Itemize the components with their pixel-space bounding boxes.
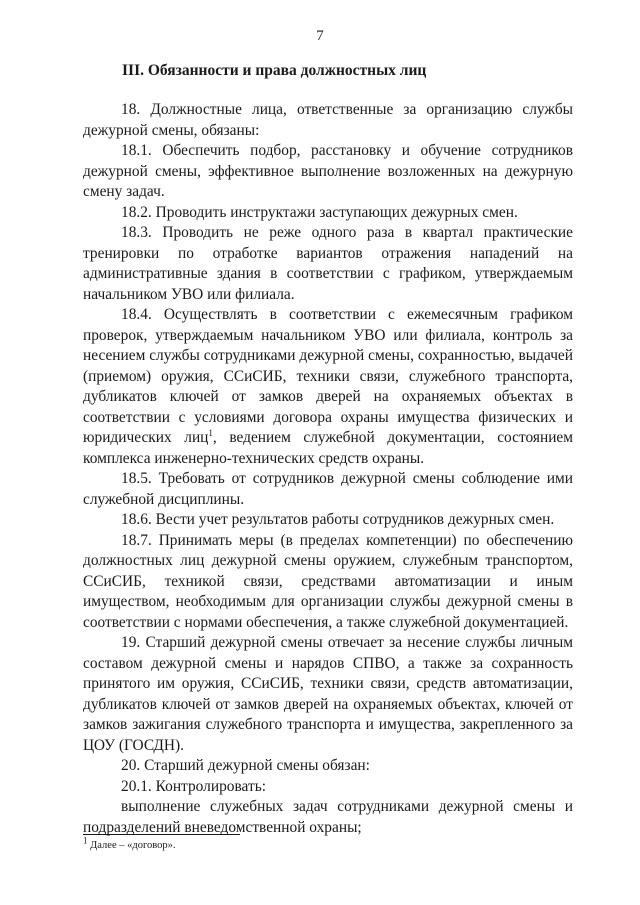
footnote-separator (83, 834, 240, 835)
paragraph-20-1-item: выполнение служебных задач сотрудниками дежурной смены и подразделений вневедомственной охраны; (83, 798, 573, 836)
paragraph-20-1: 20.1. Контролировать: (121, 777, 266, 795)
footnote-mark: 1 (83, 835, 88, 846)
paragraph-18-6: 18.6. Вести учет результатов работы сотрудников дежурных смен. (121, 511, 555, 528)
document-body (83, 100, 573, 838)
paragraph-20: 20. Старший дежурной смены обязан: (121, 757, 370, 774)
paragraph-18: 18. Должностные лица, ответственные за организацию службы дежурной смены, обязаны: (83, 101, 573, 139)
paragraph-19: 19. Старший дежурной смены отвечает за несение службы личным составом дежурной смены и нарядов СПВО, а также за сохранность принятого им оружия, ССиСИБ, техники связи, средств автоматизации, дубликатов ключей от замков дверей на охраняемых объектах, ключей от замков зажигания служебного транспорта и имущества, закрепленного за ЦОУ (ГОСДН). (83, 634, 573, 754)
paragraph-18-1: 18.1. Обеспечить подбор, расстановку и обучение сотрудников дежурной смены, эффективное выполнение возложенных на дежурную смену задач. (83, 142, 573, 200)
paragraph-18-5: 18.5. Требовать от сотрудников дежурной смены соблюдение ими служебной дисциплины. (83, 470, 573, 508)
section-title: III. Обязанности и права должностных лиц (122, 62, 427, 79)
footnote-text: Далее – «договор». (87, 840, 176, 851)
paragraph-18-4 (83, 305, 573, 469)
page-number: 7 (316, 28, 324, 44)
footnote (83, 835, 176, 851)
paragraph-18-4-text: 18.4. Осуществлять в соответствии с ежемесячным графиком проверок, утверждаемым начальником УВО или филиала, контроль за несением службы сотрудниками дежурной смены, сохранностью, выдачей (приемом) оружия, ССиСИБ, техники связи, служебного транспорта, дубликатов ключей от замков дверей на охраняемых объектах в соответствии с условиями договора охраны имущества физических и юридических лиц (83, 306, 573, 446)
footnote-reference: 1 (208, 427, 213, 438)
paragraph-18-4-text-end: , ведением служебной документации, состоянием комплекса инженерно-технических средств охраны. (83, 429, 573, 467)
paragraph-18-3: 18.3. Проводить не реже одного раза в квартал практические тренировки по отработке вариантов отражения нападений на административные здания в соответствии с графиком, утверждаемым начальником УВО или филиала. (83, 224, 573, 303)
paragraph-18-7: 18.7. Принимать меры (в пределах компетенции) по обеспечению должностных лиц дежурной смены оружием, служебным транспортом, ССиСИБ, техникой связи, средствами автоматизации и иным имуществом, необходимым для организации службы дежурной смены в соответствии с нормами обеспечения, а также служебной документацией. (83, 531, 573, 631)
paragraph-18-2: 18.2. Проводить инструктажи заступающих дежурных смен. (121, 203, 518, 221)
